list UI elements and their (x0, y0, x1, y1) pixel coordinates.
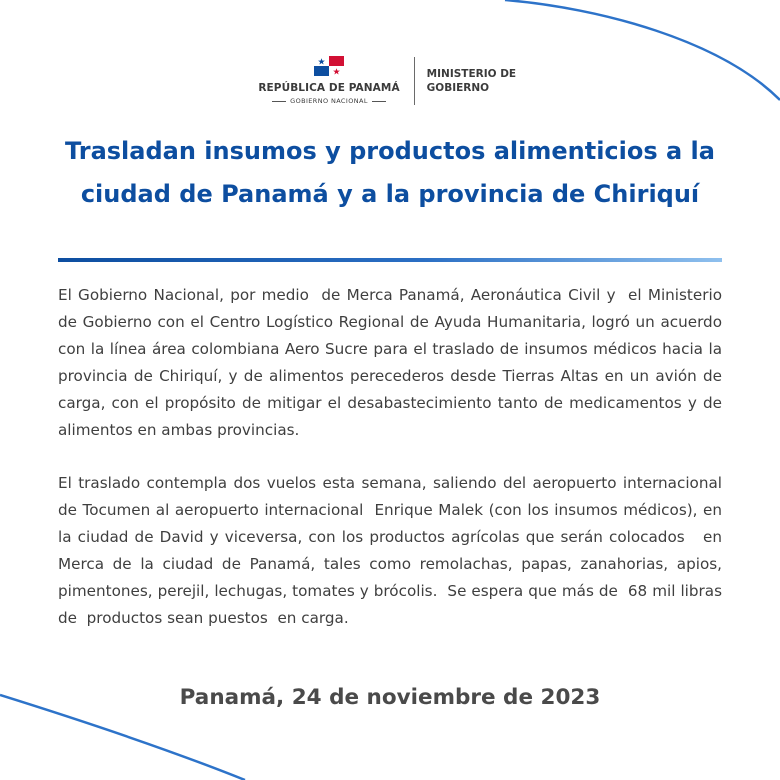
sub-line-left (272, 101, 286, 102)
ministry-name (427, 67, 522, 95)
government-logo (258, 56, 399, 105)
article-title: Trasladan insumos y productos alimenticios a la ciudad de Panamá y a la provincia de Chiriquí (65, 137, 715, 208)
ministry-line-1: MINISTERIO DE (426, 67, 517, 80)
government-name: REPÚBLICA DE PANAMÁ (258, 82, 400, 94)
article-body (58, 282, 742, 632)
ministry-line-2: GOBIERNO (426, 81, 490, 94)
header-logo (0, 56, 780, 105)
title-divider (58, 258, 722, 262)
government-sub (268, 97, 390, 105)
paragraph-2: El traslado contempla dos vuelos esta semana, saliendo del aeropuerto internacional de Tocumen al aeropuerto internacional Enrique Malek (con los insumos médicos), en la ciudad de David y viceversa, con los productos agrícolas que serán colocados en Merca de la ciudad de Panamá, tales como remolachas, papas, zanahorias, apios, pimentones, perejil, lechugas, tomates y brócolis. Se espera que más de 68 mil libras de productos sean puestos en carga. (58, 474, 742, 627)
logo-separator (414, 57, 415, 105)
article-date: Panamá, 24 de noviembre de 2023 (179, 685, 601, 710)
sub-line-right (372, 101, 386, 102)
paragraph-1: El Gobierno Nacional, por medio de Merca Panamá, Aeronáutica Civil y el Ministerio de Gobierno con el Centro Logístico Regional de Ayuda Humanitaria, logró un acuerdo con la línea área colombiana Aero Sucre para el traslado de insumos médicos hacia la provincia de Chiriquí, y de alimentos perecederos desde Tierras Altas en un avión de carga, con el propósito de mitigar el desabastecimiento tanto de medicamentos y de alimentos en ambas provincias. (58, 286, 727, 439)
panama-flag-icon (314, 56, 344, 76)
government-sub-label: GOBIERNO NACIONAL (290, 97, 368, 105)
